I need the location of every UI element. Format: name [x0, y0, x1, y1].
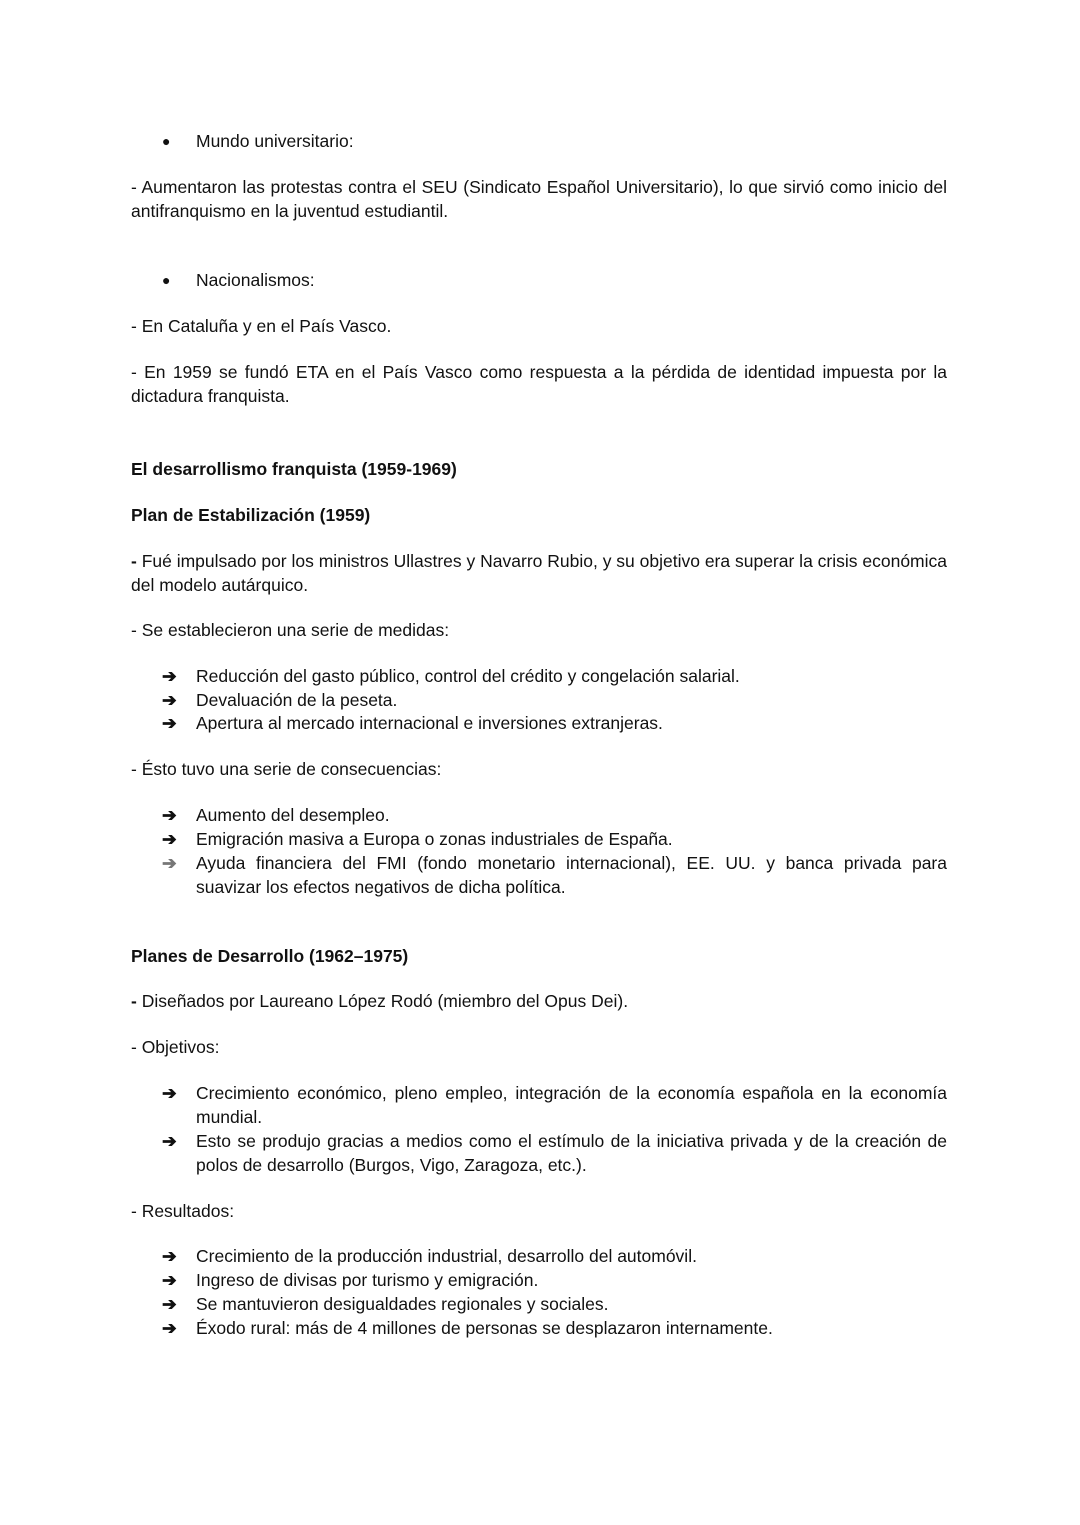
list-item: ➔ Devaluación de la peseta. [162, 690, 398, 710]
section-heading: Planes de Desarrollo (1962–1975) [131, 946, 409, 966]
paragraph: - Resultados: [131, 1201, 235, 1221]
list-item: ➔ Apertura al mercado internacional e inversiones extranjeras. [162, 713, 663, 733]
arrow-icon: ➔ [162, 853, 177, 873]
paragraph: - En Cataluña y en el País Vasco. [131, 316, 392, 336]
bullet-item: ● Mundo universitario: [162, 131, 354, 151]
list-item: ➔ Crecimiento económico, pleno empleo, integración de la economía española en la economía mundial. [162, 1083, 947, 1127]
arrow-icon: ➔ [162, 1131, 177, 1151]
bullet-icon: ● [162, 272, 171, 288]
arrow-icon: ➔ [162, 1294, 177, 1314]
list-item: ➔ Éxodo rural: más de 4 millones de personas se desplazaron internamente. [162, 1318, 773, 1338]
list-item: ➔ Se mantuvieron desigualdades regionales y sociales. [162, 1294, 609, 1314]
list-item: ➔ Crecimiento de la producción industrial, desarrollo del automóvil. [162, 1246, 697, 1266]
arrow-icon: ➔ [162, 1270, 177, 1290]
arrow-icon: ➔ [162, 713, 177, 733]
arrow-icon: ➔ [162, 1318, 177, 1338]
arrow-icon: ➔ [162, 690, 177, 710]
paragraph: - Aumentaron las protestas contra el SEU (Sindicato Español Universitario), lo que sirvió como inicio del antifranquismo en la juventud estudiantil. [131, 177, 947, 221]
arrow-icon: ➔ [162, 829, 177, 849]
paragraph: - Ésto tuvo una serie de consecuencias: [131, 759, 442, 779]
arrow-icon: ➔ [162, 1246, 177, 1266]
arrow-icon: ➔ [162, 666, 177, 686]
section-heading: Plan de Estabilización (1959) [131, 505, 371, 525]
list-item: ➔ Ingreso de divisas por turismo y emigración. [162, 1270, 539, 1290]
paragraph: - En 1959 se fundó ETA en el País Vasco como respuesta a la pérdida de identidad impuesta por la dictadura franquista. [131, 362, 947, 406]
arrow-icon: ➔ [162, 1083, 177, 1103]
list-item: ➔ Esto se produjo gracias a medios como el estímulo de la iniciativa privada y de la creación de polos de desarrollo (Burgos, Vigo, Zaragoza, etc.). [162, 1131, 947, 1175]
paragraph: - Diseñados por Laureano López Rodó (miembro del Opus Dei). [131, 991, 629, 1011]
paragraph: - Se establecieron una serie de medidas: [131, 620, 450, 640]
paragraph: - Objetivos: [131, 1037, 220, 1057]
arrow-icon: ➔ [162, 805, 177, 825]
bullet-icon: ● [162, 133, 171, 149]
bullet-item: ● Nacionalismos: [162, 270, 315, 290]
list-item: ➔ Reducción del gasto público, control del crédito y congelación salarial. [162, 666, 740, 686]
list-item: ➔ Aumento del desempleo. [162, 805, 390, 825]
paragraph: - Fué impulsado por los ministros Ullastres y Navarro Rubio, y su objetivo era superar la crisis económica del modelo autárquico. [131, 551, 948, 595]
section-heading: El desarrollismo franquista (1959-1969) [131, 459, 457, 479]
list-item: ➔ Ayuda financiera del FMI (fondo monetario internacional), EE. UU. y banca privada para suavizar los efectos negativos de dicha política. [162, 853, 947, 897]
list-item: ➔ Emigración masiva a Europa o zonas industriales de España. [162, 829, 673, 849]
